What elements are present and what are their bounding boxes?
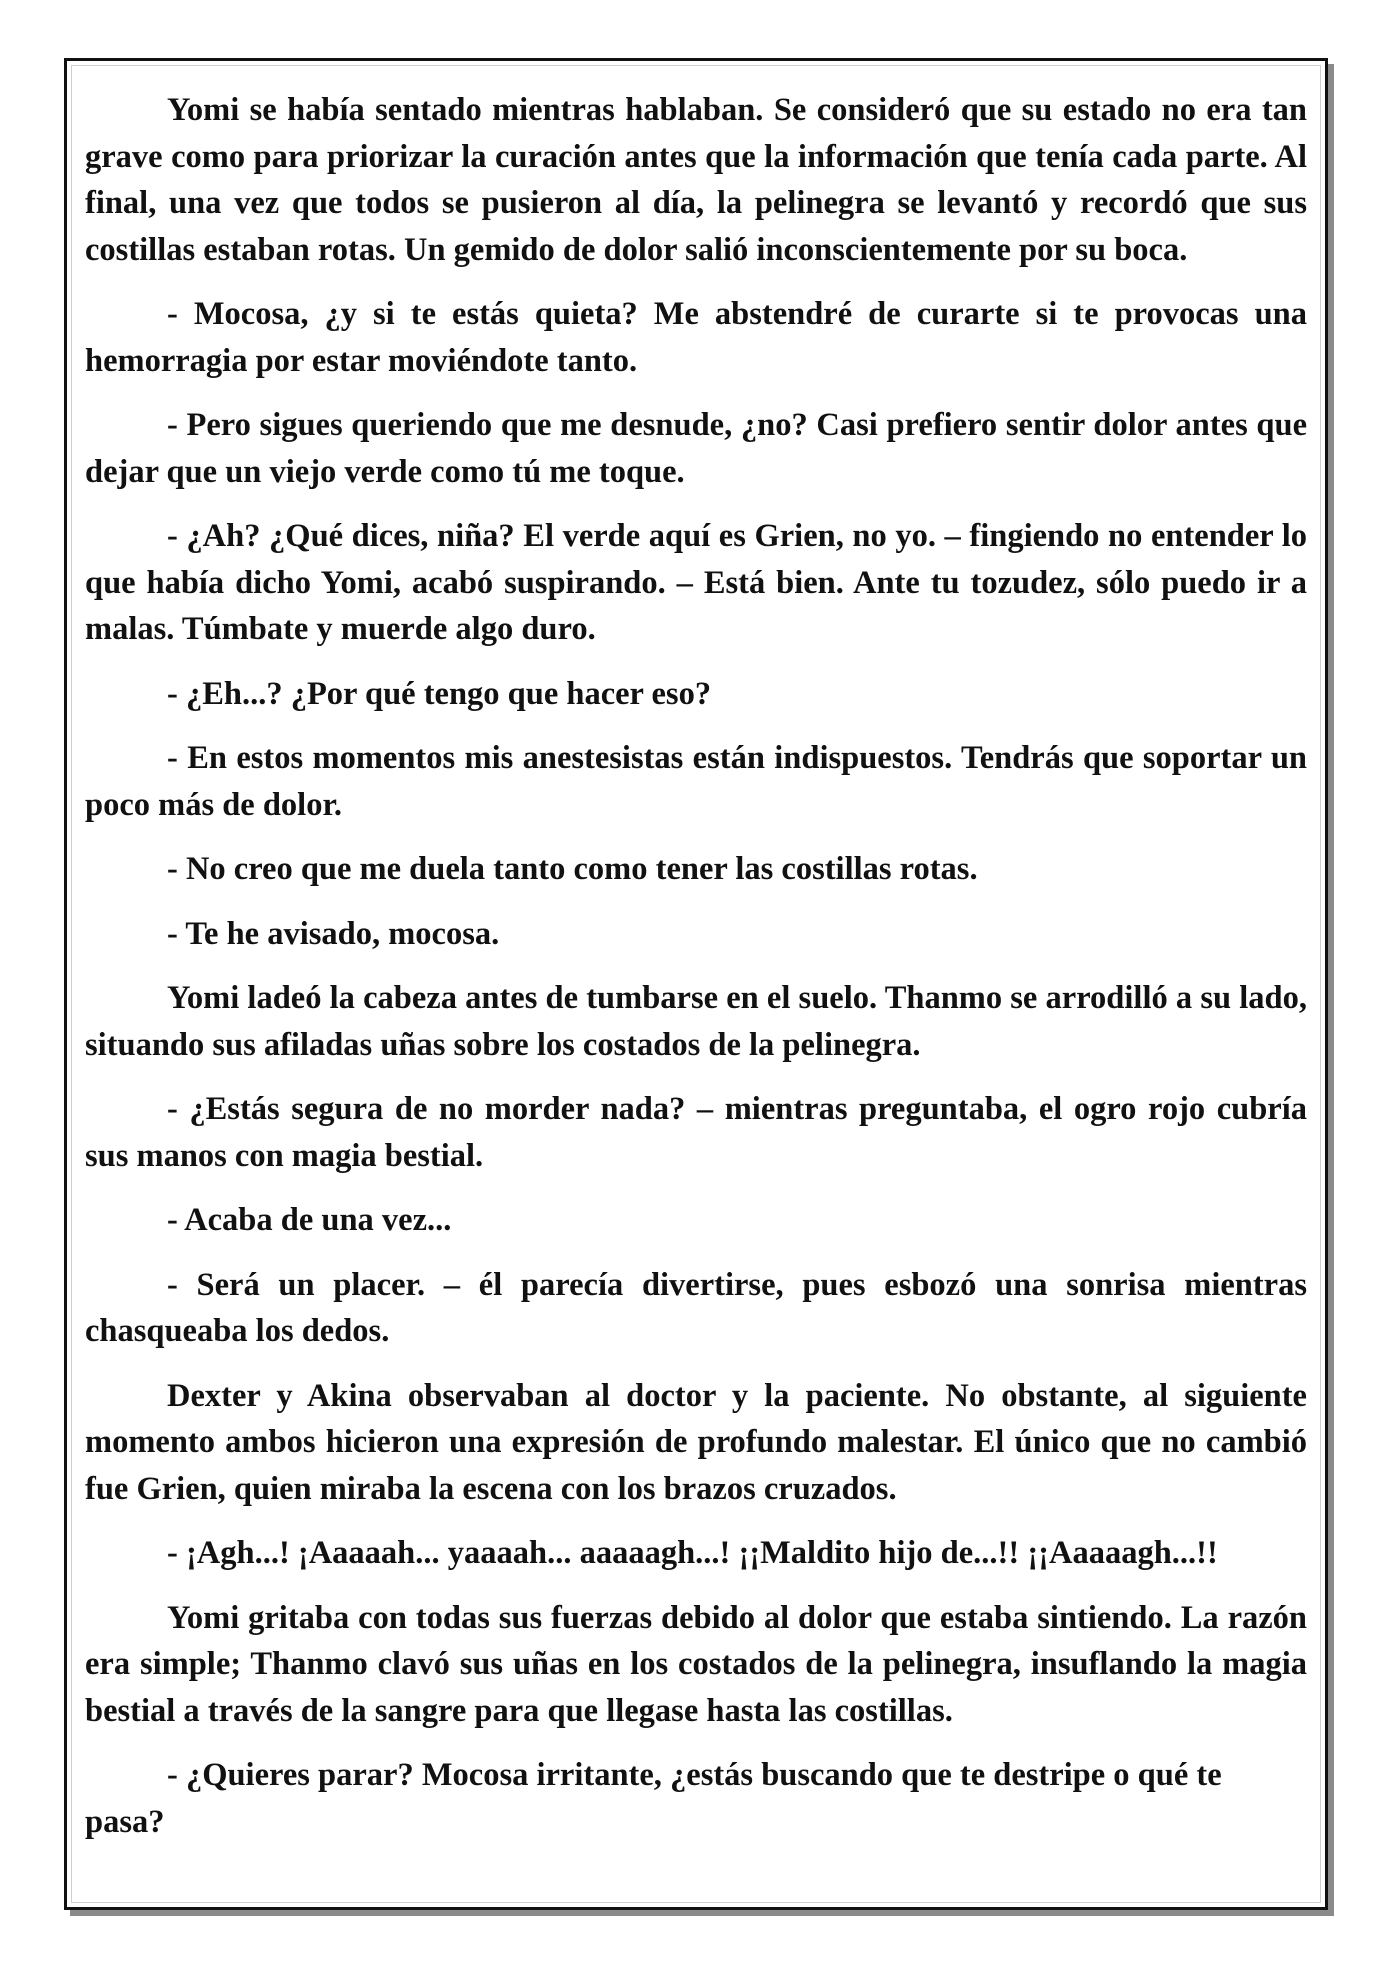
paragraph: - ¿Quieres parar? Mocosa irritante, ¿estás buscando que te destripe o qué te pasa? — [85, 1757, 1222, 1840]
paragraph: - ¿Eh...? ¿Por qué tengo que hacer eso? — [167, 675, 712, 712]
paragraph: - No creo que me duela tanto como tener las costillas rotas. — [167, 851, 978, 887]
paragraph: - Será un placer. – él parecía divertirse, pues esbozó una sonrisa mientras chasqueaba los dedos. — [85, 1266, 1307, 1349]
text-body — [85, 87, 1307, 1863]
paragraph: - Acaba de una vez... — [167, 1202, 452, 1238]
page-frame — [64, 58, 1328, 1910]
paragraph: - ¿Ah? ¿Qué dices, niña? El verde aquí es Grien, no yo. – fingiendo no entender lo que había dicho Yomi, acabó suspirando. – Está bien. Ante tu tozudez, sólo puedo ir a malas. Túmbate y muerde algo duro. — [85, 518, 1307, 647]
paragraph: - ¡Agh...! ¡Aaaaah... yaaaah... aaaaagh...! ¡¡Maldito hijo de...!! ¡¡Aaaaagh...!! — [167, 1535, 1218, 1571]
paragraph: - Pero sigues queriendo que me desnude, ¿no? Casi prefiero sentir dolor antes que dejar que un viejo verde como tú me toque. — [85, 407, 1307, 490]
paragraph: Dexter y Akina observaban al doctor y la paciente. No obstante, al siguiente momento ambos hicieron una expresión de profundo malestar. El único que no cambió fue Grien, quien miraba la escena con los brazos cruzados. — [85, 1377, 1307, 1507]
paragraph: Yomi gritaba con todas sus fuerzas debido al dolor que estaba sintiendo. La razón era simple; Thanmo clavó sus uñas en los costados de la pelinegra, insuflando la magia bestial a través de la sangre para que llegase hasta las costillas. — [85, 1599, 1307, 1729]
paragraph: - ¿Estás segura de no morder nada? – mientras preguntaba, el ogro rojo cubría sus manos con magia bestial. — [85, 1091, 1307, 1174]
paragraph: Yomi se había sentado mientras hablaban. Se consideró que su estado no era tan grave como para priorizar la curación antes que la información que tenía cada parte. Al final, una vez que todos se pusieron al día, la pelinegra se levantó y recordó que sus costillas estaban rotas. Un gemido de dolor salió inconscientemente por su boca. — [85, 92, 1307, 268]
paragraph: - Te he avisado, mocosa. — [167, 915, 500, 952]
paragraph: - En estos momentos mis anestesistas están indispuestos. Tendrás que soportar un poco más de dolor. — [85, 740, 1307, 823]
paragraph: Yomi ladeó la cabeza antes de tumbarse en el suelo. Thanmo se arrodilló a su lado, situando sus afiladas uñas sobre los costados de la pelinegra. — [85, 980, 1307, 1063]
paragraph: - Mocosa, ¿y si te estás quieta? Me abstendré de curarte si te provocas una hemorragia por estar moviéndote tanto. — [85, 296, 1307, 379]
